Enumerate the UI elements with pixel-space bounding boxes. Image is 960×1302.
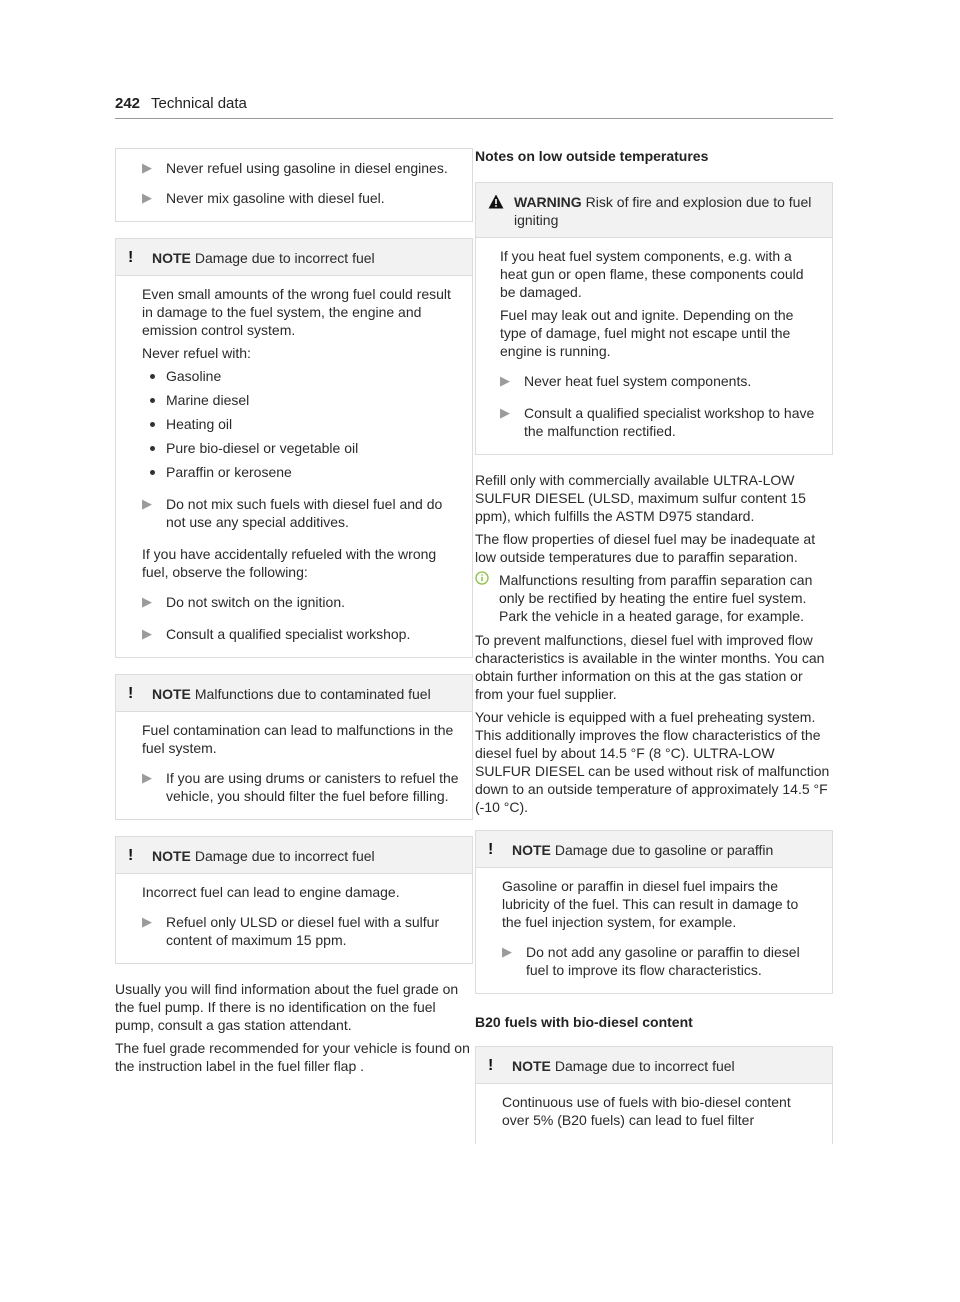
section-heading: Notes on low outside temperatures — [475, 148, 709, 164]
arrow-icon — [142, 625, 166, 643]
note-box-b20 — [475, 1046, 833, 1144]
note-header: ! NOTE Damage due to incorrect fuel — [116, 239, 472, 276]
warning-header: WARNING Risk of fire and explosion due to fuel igniting — [476, 183, 832, 238]
warning-box — [475, 182, 833, 455]
step-item: ▶ If you are using drums or canisters to refuel the vehicle, you should filter the fuel before filling. — [142, 769, 460, 805]
step-item: ▶ Never refuel using gasoline in diesel engines. — [142, 159, 460, 177]
paragraph: Your vehicle is equipped with a fuel preheating system. This additionally improves the flow characteristics of the diesel fuel by about 14.5 °F (8 °C). ULTRA-LOW SULFUR DIESEL can be used without risk of malfunction down to an outside temperature of approximately 14.5 °F (-10 °C). — [475, 709, 830, 815]
exclamation-icon: ! — [128, 685, 134, 702]
list-item: Gasoline — [142, 367, 460, 385]
step-item: ▶ Never heat fuel system components. — [500, 372, 820, 390]
exclamation-icon: ! — [128, 847, 134, 864]
note-body: Incorrect fuel can lead to engine damage. ▶ Refuel only ULSD or diesel fuel with a sulfur content of maximum 15 ppm. — [116, 874, 472, 963]
note-body: Continuous use of fuels with bio-diesel content over 5% (B20 fuels) can lead to fuel filter — [502, 1094, 791, 1128]
info-icon — [475, 571, 499, 589]
step-item: ▶ Do not add any gasoline or paraffin to diesel fuel to improve its flow characteristics. — [502, 943, 820, 979]
paragraph: The fuel grade recommended for your vehicle is found on the instruction label in the fuel filler flap . — [115, 1040, 470, 1074]
note-box-incorrect-fuel — [115, 238, 473, 658]
paragraph: Usually you will find information about the fuel grade on the fuel pump. If there is no identification on the fuel pump, consult a gas station attendant. — [115, 981, 459, 1033]
step-item: ▶ Refuel only ULSD or diesel fuel with a sulfur content of maximum 15 ppm. — [142, 913, 460, 949]
info-note: Malfunctions resulting from paraffin separation can only be rectified by heating the entire fuel system. Park the vehicle in a heated garage, for example. — [475, 571, 833, 625]
note-header: ! NOTE Malfunctions due to contaminated fuel — [116, 675, 472, 712]
step-item: ▶ Do not switch on the ignition. — [142, 593, 460, 611]
note-body: Fuel contamination can lead to malfunctions in the fuel system. ▶ If you are using drums or canisters to refuel the vehicle, you should filter the fuel before filling. — [116, 712, 472, 819]
exclamation-icon: ! — [488, 1057, 494, 1074]
exclamation-icon: ! — [488, 841, 494, 858]
note-body: Even small amounts of the wrong fuel could result in damage to the fuel system, the engine and emission control system. Never refuel with: Gasoline Marine diesel Heating oil Pure bio-diesel or vegetable oil Paraffin or kerosene ▶ Do not mix such fuels with diesel fuel and do not use any special additives. If you have accidentally refueled with the wrong fuel, observe the following: ▶ Do not switch on the ignition. ▶ Consult a qualified specialist workshop. — [116, 276, 472, 657]
paragraph: Refill only with commercially available ULTRA-LOW SULFUR DIESEL (ULSD, maximum sulfur content 15 ppm), which fulfills the ASTM D975 standard. — [475, 472, 806, 524]
list-item: Pure bio-diesel or vegetable oil — [142, 439, 460, 457]
note-header: ! NOTE Damage due to incorrect fuel — [476, 1047, 832, 1084]
arrow-icon — [142, 159, 166, 177]
list-item: Paraffin or kerosene — [142, 463, 460, 481]
note-body: Gasoline or paraffin in diesel fuel impairs the lubricity of the fuel. This can result in damage to the fuel injection system, for example. ▶ Do not add any gasoline or paraffin to diesel fuel to improve its flow characteristics. — [476, 868, 832, 993]
list-item: Heating oil — [142, 415, 460, 433]
arrow-icon — [142, 769, 166, 787]
arrow-icon — [142, 495, 166, 513]
paragraph: The flow properties of diesel fuel may be inadequate at low outside temperatures due to paraffin separation. — [475, 531, 816, 565]
step-item: ▶ Do not mix such fuels with diesel fuel and do not use any special additives. — [142, 495, 460, 531]
step-item: ▶ Consult a qualified specialist workshop to have the malfunction rectified. — [500, 404, 820, 440]
arrow-icon — [142, 189, 166, 207]
note-box-gasoline-paraffin — [475, 830, 833, 994]
warning-triangle-icon — [488, 193, 514, 209]
list-item: Marine diesel — [142, 391, 460, 409]
exclamation-icon: ! — [128, 249, 134, 266]
section-title: Technical data — [151, 95, 247, 112]
note-box-engine-damage — [115, 836, 473, 964]
intro-steps-box — [115, 148, 473, 222]
page-header — [115, 92, 833, 119]
bullet-list — [142, 367, 460, 481]
note-header: ! NOTE Damage due to incorrect fuel — [116, 837, 472, 874]
page-number: 242 — [115, 95, 141, 112]
arrow-icon — [142, 593, 166, 611]
note-box-contaminated-fuel — [115, 674, 473, 820]
warning-body: If you heat fuel system components, e.g. with a heat gun or open flame, these components could be damaged. Fuel may leak out and ignite. Depending on the type of damage, fuel might not escape until the engine is running. ▶ Never heat fuel system components. ▶ Consult a qualified specialist workshop to have the malfunction rectified. — [476, 238, 832, 454]
arrow-icon — [500, 372, 524, 390]
left-column — [115, 148, 473, 1080]
arrow-icon — [500, 404, 524, 422]
step-item: ▶ Consult a qualified specialist workshop. — [142, 625, 460, 643]
note-header: ! NOTE Damage due to gasoline or paraffin — [476, 831, 832, 868]
arrow-icon — [502, 943, 526, 961]
step-item: ▶ Never mix gasoline with diesel fuel. — [142, 189, 460, 207]
right-column — [475, 148, 833, 1160]
section-heading: B20 fuels with bio-diesel content — [475, 1014, 693, 1030]
arrow-icon — [142, 913, 166, 931]
paragraph: To prevent malfunctions, diesel fuel with improved flow characteristics is available in the winter months. You can obtain further information on this at the gas station or from your fuel supplier. — [475, 632, 825, 702]
